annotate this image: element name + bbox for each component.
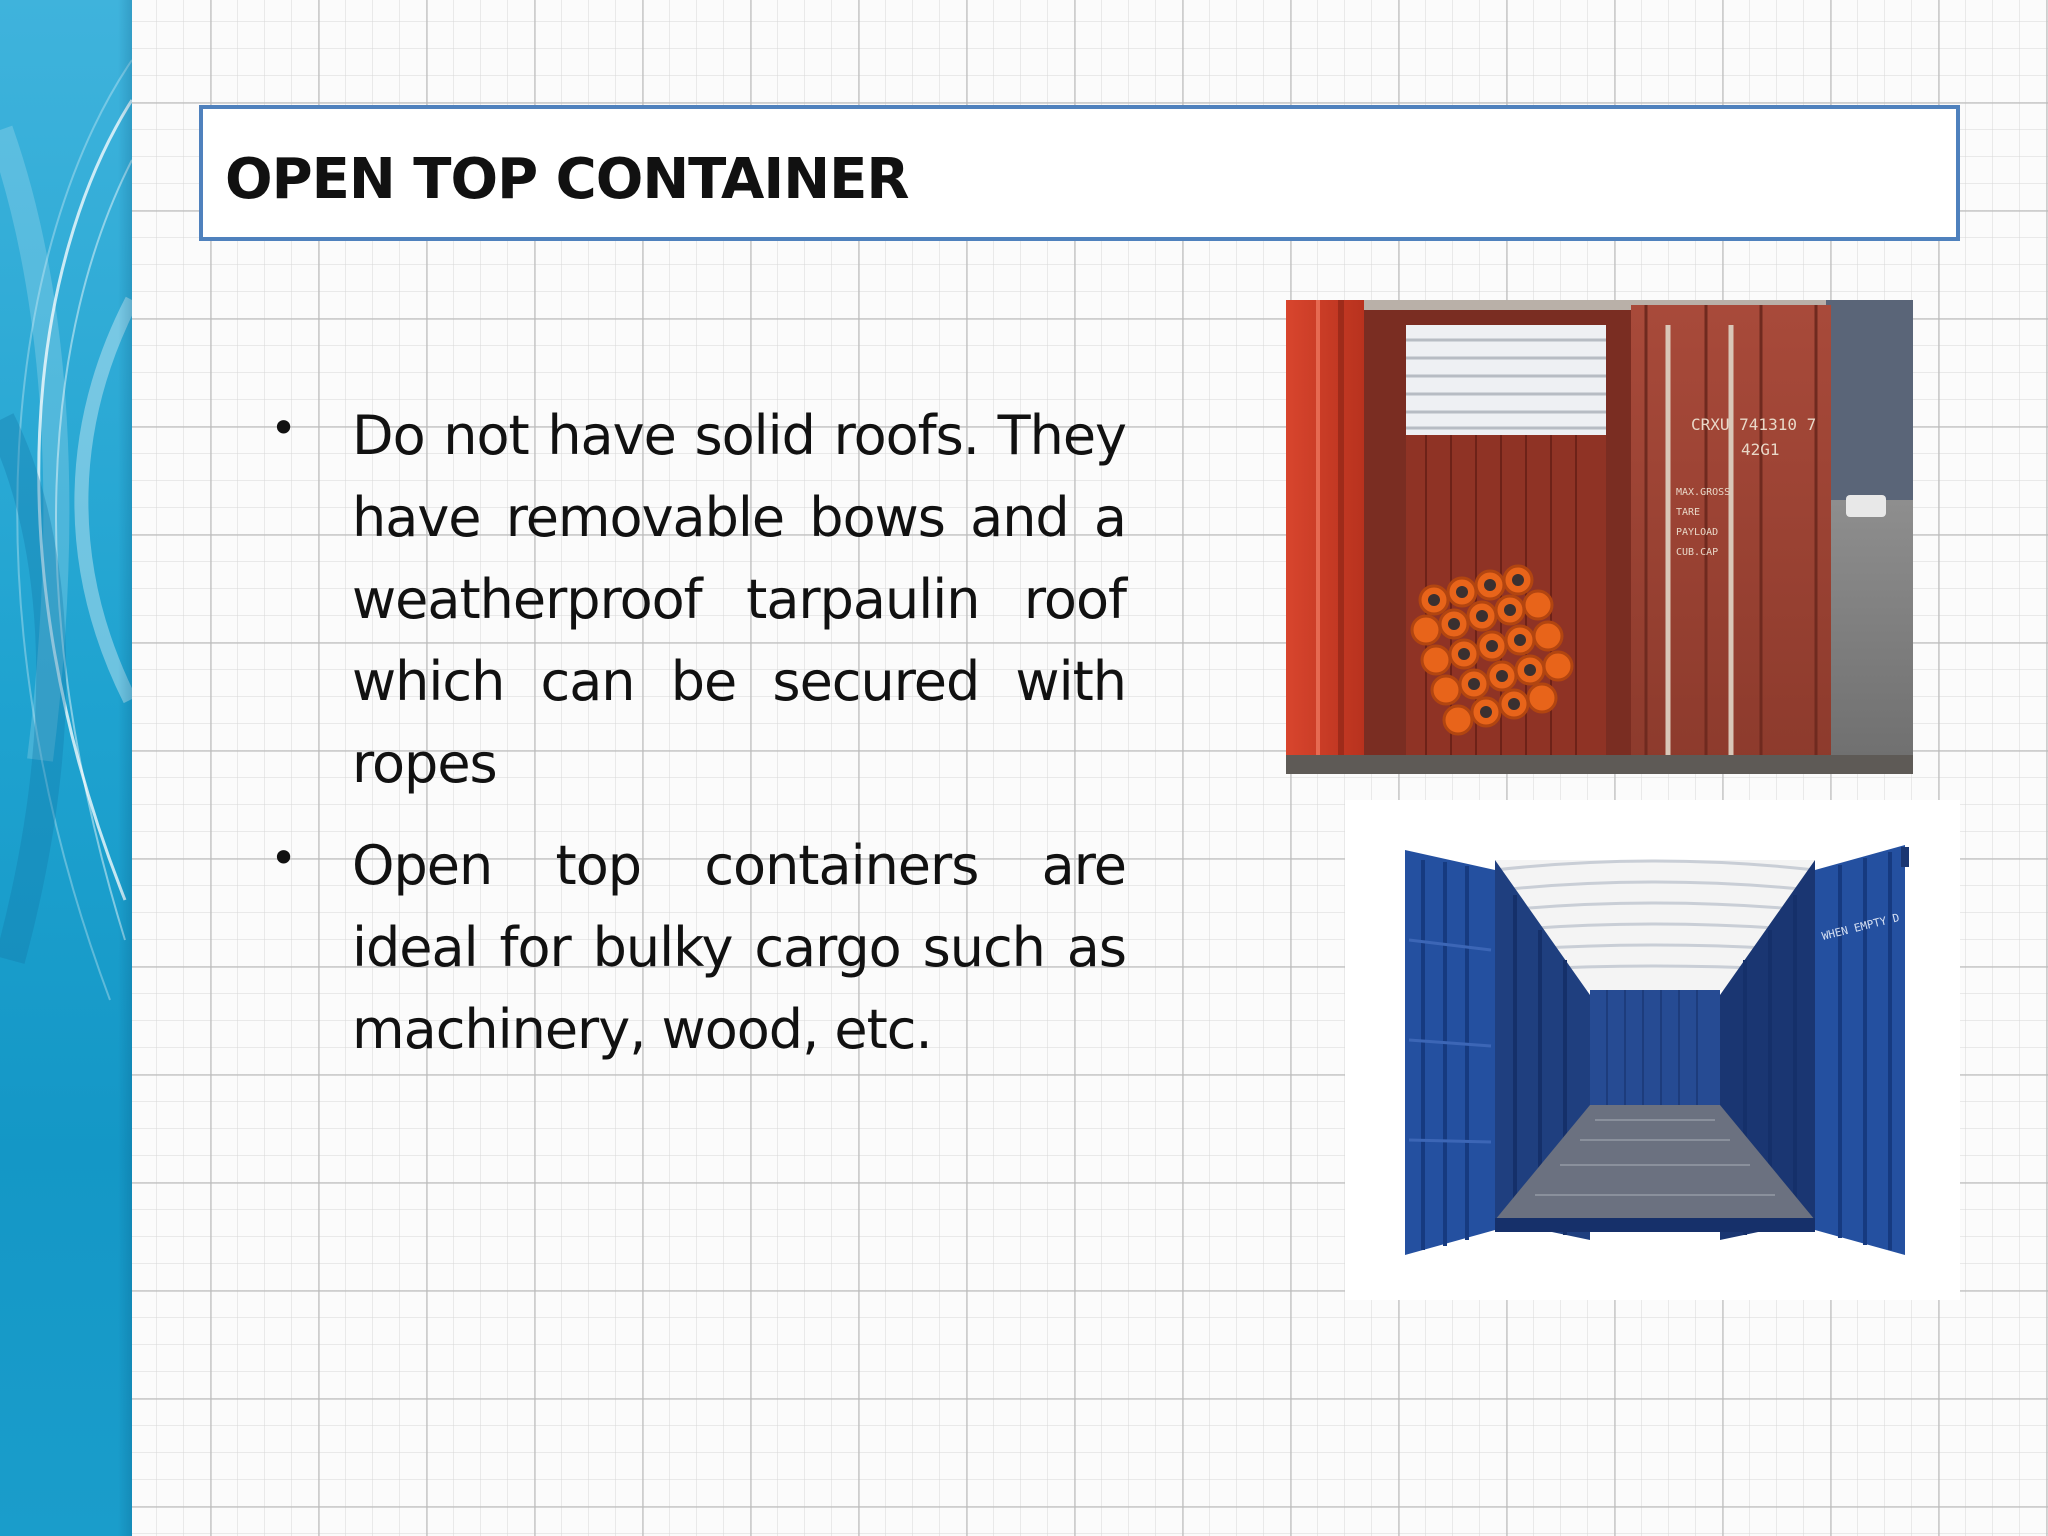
bullet-list bbox=[268, 395, 1126, 1091]
blue-container-photo bbox=[1345, 800, 1960, 1300]
bullet-dot-icon: • bbox=[270, 831, 298, 885]
container-code-text-2: 42G1 bbox=[1741, 440, 1780, 459]
swoosh-decoration bbox=[0, 0, 132, 1536]
blue-container-photo-frame bbox=[1345, 800, 1960, 1300]
decorative-side-band bbox=[0, 0, 132, 1536]
container-label: MAX.GROSS bbox=[1676, 487, 1731, 498]
bullet-item bbox=[268, 825, 1126, 1071]
bullet-dot-icon: • bbox=[270, 401, 298, 455]
slide-title: OPEN TOP CONTAINER bbox=[225, 147, 909, 212]
bullet-text: Do not have solid roofs. They have removable bows and a weatherproof tarpaulin roof which can be secured with ropes bbox=[352, 404, 1126, 795]
container-label: PAYLOAD bbox=[1676, 527, 1719, 538]
container-code-text: CRXU 741310 7 bbox=[1691, 415, 1817, 434]
red-container-photo bbox=[1286, 300, 1913, 774]
title-box bbox=[199, 105, 1960, 241]
bullet-item bbox=[268, 395, 1126, 805]
container-label: CUB.CAP bbox=[1676, 547, 1719, 558]
container-label: TARE bbox=[1676, 507, 1701, 518]
bullet-text: Open top containers are ideal for bulky cargo such as machinery, wood, etc. bbox=[352, 834, 1126, 1061]
container-door-text: WHEN EMPTY D bbox=[1820, 911, 1901, 943]
